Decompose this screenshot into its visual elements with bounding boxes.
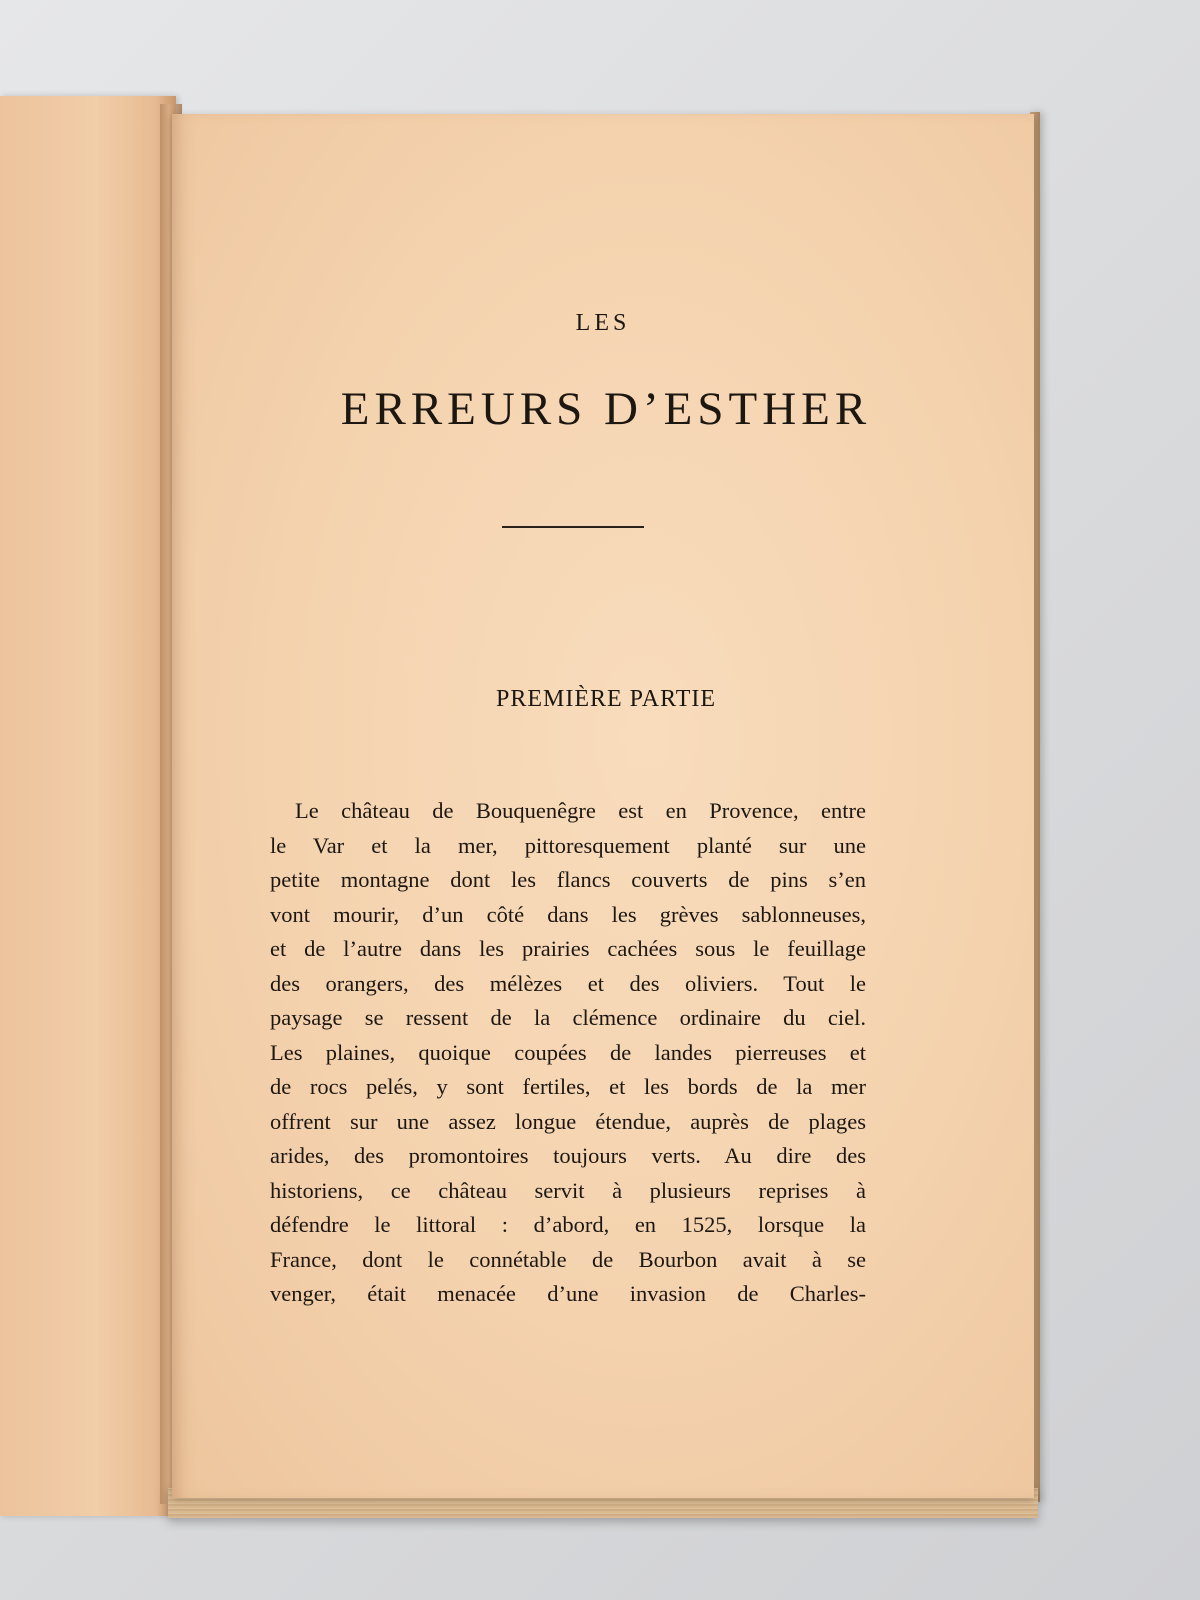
title-small: LES xyxy=(575,310,631,336)
text-line: Le château de Bouquenêgre est en Provence, entre xyxy=(295,798,866,823)
text-line: et de l’autre dans les prairies cachées sous le feuillage xyxy=(270,936,866,961)
body-text xyxy=(270,794,866,1312)
part-heading: PREMIÈRE PARTIE xyxy=(495,686,717,712)
right-page xyxy=(172,114,1034,1498)
text-line: venger, était menacée d’une invasion de Charles- xyxy=(270,1281,866,1306)
text-line: offrent sur une assez longue étendue, auprès de plages xyxy=(270,1108,866,1134)
text-line: arides, des promontoires toujours verts. Au dire des xyxy=(270,1143,866,1168)
left-page xyxy=(0,96,176,1516)
text-line: France, dont le connétable de Bourbon avait à se xyxy=(270,1246,866,1272)
text-line: historiens, ce château servit à plusieurs reprises à xyxy=(270,1177,866,1203)
book-title: ERREURS D’ESTHER xyxy=(340,383,872,435)
text-line: des orangers, des mélèzes et des oliviers. Tout le xyxy=(270,970,866,996)
text-line: Les plaines, quoique coupées de landes pierreuses et xyxy=(270,1039,866,1065)
text-line: défendre le littoral : d’abord, en 1525, lorsque la xyxy=(270,1212,866,1237)
text-line: de rocs pelés, y sont fertiles, et les bords de la mer xyxy=(270,1074,866,1099)
text-line: le Var et la mer, pittoresquement planté sur une xyxy=(270,832,866,858)
title-rule xyxy=(502,526,644,528)
text-line: paysage se ressent de la clémence ordinaire du ciel. xyxy=(270,1005,866,1030)
text-line: petite montagne dont les flancs couverts de pins s’en xyxy=(270,867,866,892)
text-line: vont mourir, d’un côté dans les grèves sablonneuses, xyxy=(270,901,866,927)
